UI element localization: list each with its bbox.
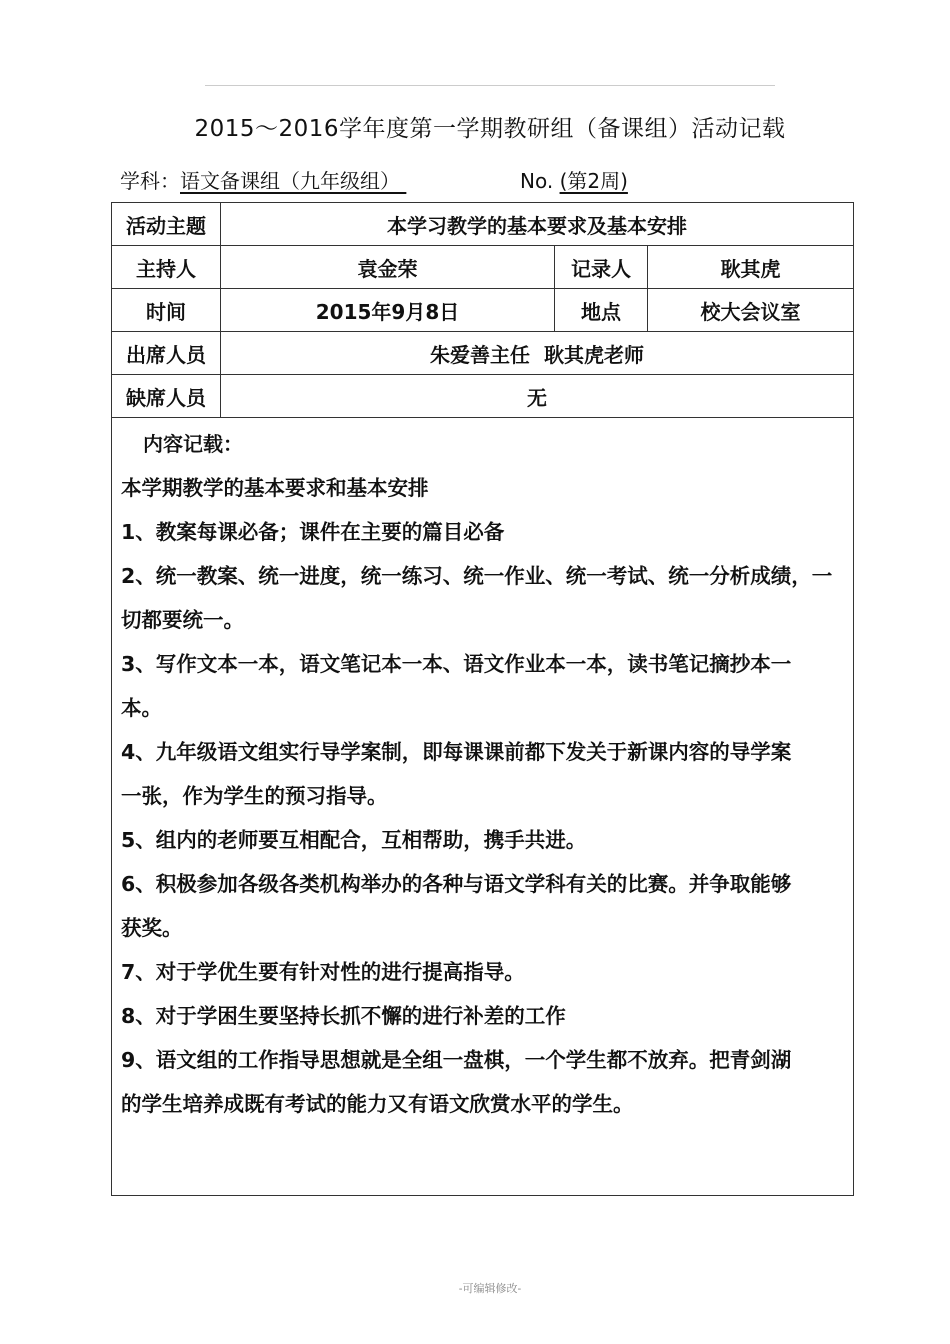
place-label: 地点 bbox=[555, 289, 648, 332]
footer-note: -可编辑修改- bbox=[458, 1282, 522, 1295]
content-line: 获奖。 bbox=[121, 916, 183, 940]
content-line: 本学期教学的基本要求和基本安排 bbox=[121, 476, 429, 500]
row-theme bbox=[112, 203, 854, 246]
content-line: 2、统一教案、统一进度，统一练习、统一作业、统一考试、统一分析成绩，一 bbox=[121, 564, 833, 588]
row-present bbox=[112, 332, 854, 375]
content-heading: 内容记载： bbox=[143, 432, 243, 456]
content-line: 4、九年级语文组实行导学案制，即每课课前都下发关于新课内容的导学案 bbox=[121, 740, 792, 764]
header-rule bbox=[205, 85, 775, 86]
week-number bbox=[520, 165, 628, 194]
content-cell bbox=[112, 418, 854, 1196]
content-line: 一张，作为学生的预习指导。 bbox=[121, 784, 388, 808]
content-line: 本。 bbox=[121, 696, 162, 720]
host-label: 主持人 bbox=[112, 246, 221, 289]
present-label: 出席人员 bbox=[112, 332, 221, 375]
content-line: 的学生培养成既有考试的能力又有语文欣赏水平的学生。 bbox=[121, 1092, 634, 1116]
content-line: 5、组内的老师要互相配合，互相帮助，携手共进。 bbox=[121, 828, 587, 852]
content-line: 3、写作文本一本，语文笔记本一本、语文作业本一本，读书笔记摘抄本一 bbox=[121, 652, 792, 676]
activity-record-table bbox=[111, 202, 854, 1196]
host-value: 袁金荣 bbox=[221, 246, 555, 289]
subject-line bbox=[120, 165, 406, 194]
time-label: 时间 bbox=[112, 289, 221, 332]
recorder-value: 耿其虎 bbox=[648, 246, 854, 289]
absent-label: 缺席人员 bbox=[112, 375, 221, 418]
place-value: 校大会议室 bbox=[648, 289, 854, 332]
content-line: 1、教案每课必备；课件在主要的篇目必备 bbox=[121, 520, 505, 544]
time-value: 2015年9月8日 bbox=[221, 289, 555, 332]
page-title: 2015～2016学年度第一学期教研组（备课组）活动记载 bbox=[194, 116, 786, 142]
no-value: (第2周) bbox=[559, 169, 628, 193]
subject-value: 语文备课组（九年级组） bbox=[180, 169, 400, 193]
no-label: No. bbox=[520, 169, 554, 193]
row-absent bbox=[112, 375, 854, 418]
recorder-label: 记录人 bbox=[555, 246, 648, 289]
subject-label: 学科： bbox=[120, 169, 180, 193]
content-line: 8、对于学困生要坚持长抓不懈的进行补差的工作 bbox=[121, 1004, 566, 1028]
present-value: 朱爱善主任 耿其虎老师 bbox=[221, 332, 854, 375]
content-line: 切都要统一。 bbox=[121, 608, 244, 632]
row-content bbox=[112, 418, 854, 1196]
theme-value: 本学习教学的基本要求及基本安排 bbox=[221, 203, 854, 246]
absent-value: 无 bbox=[221, 375, 854, 418]
row-host bbox=[112, 246, 854, 289]
content-line: 7、对于学优生要有针对性的进行提高指导。 bbox=[121, 960, 525, 984]
content-line: 9、语文组的工作指导思想就是全组一盘棋，一个学生都不放弃。把青剑湖 bbox=[121, 1048, 792, 1072]
row-time bbox=[112, 289, 854, 332]
theme-label: 活动主题 bbox=[112, 203, 221, 246]
content-line: 6、积极参加各级各类机构举办的各种与语文学科有关的比赛。并争取能够 bbox=[121, 872, 792, 896]
